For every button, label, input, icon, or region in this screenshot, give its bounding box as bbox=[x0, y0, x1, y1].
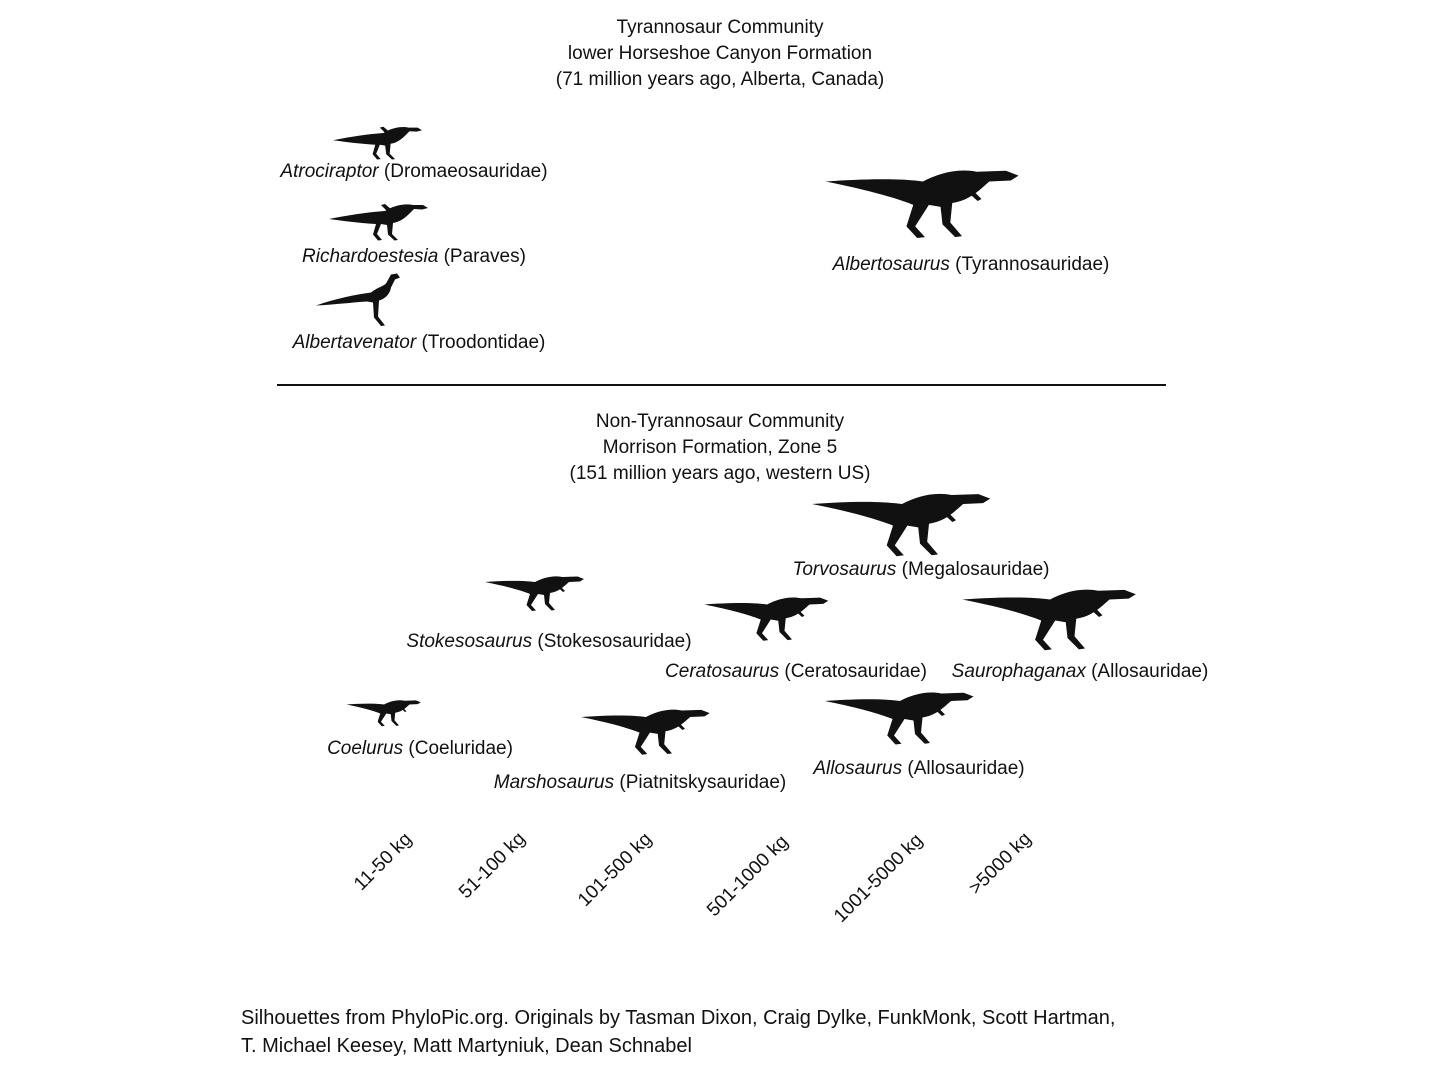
torvosaurus-genus: Torvosaurus bbox=[792, 559, 897, 580]
ceratosaurus-label bbox=[665, 661, 927, 683]
marshosaurus-family: (Piatnitskysauridae) bbox=[619, 772, 787, 793]
non-tyrannosaur-community-formation: Morrison Formation, Zone 5 bbox=[602, 437, 838, 458]
community-divider bbox=[277, 384, 1166, 386]
atrociraptor-silhouette bbox=[328, 124, 428, 160]
albertavenator-silhouette bbox=[316, 272, 416, 328]
saurophaganax-family: (Allosauridae) bbox=[1091, 661, 1209, 682]
coelurus-genus: Coelurus bbox=[327, 738, 404, 759]
mass-class-label: 501-1000 kg bbox=[703, 831, 793, 921]
allosaurus-family: (Allosauridae) bbox=[907, 758, 1025, 779]
tyrannosaur-community-title: Tyrannosaur Community bbox=[616, 17, 824, 38]
coelurus-label bbox=[327, 738, 513, 760]
non-tyrannosaur-community-heading bbox=[0, 409, 1440, 487]
torvosaurus-family: (Megalosauridae) bbox=[901, 559, 1050, 580]
stokesosaurus-genus: Stokesosaurus bbox=[406, 631, 533, 652]
credits bbox=[241, 1004, 1221, 1060]
non-tyrannosaur-community-title: Non-Tyrannosaur Community bbox=[595, 411, 845, 432]
albertosaurus-family: (Tyrannosauridae) bbox=[955, 254, 1110, 275]
albertosaurus-label bbox=[833, 254, 1110, 276]
ceratosaurus-silhouette bbox=[685, 592, 849, 642]
tyrannosaur-community-heading bbox=[0, 15, 1440, 93]
coelurus-family: (Coeluridae) bbox=[408, 738, 513, 759]
atrociraptor-genus: Atrociraptor bbox=[280, 161, 379, 182]
allosaurus-label bbox=[813, 758, 1024, 780]
richardoestesia-label bbox=[302, 246, 526, 268]
torvosaurus-label bbox=[793, 559, 1050, 581]
marshosaurus-silhouette bbox=[570, 704, 722, 756]
torvosaurus-silhouette bbox=[804, 486, 1000, 558]
ceratosaurus-family: (Ceratosauridae) bbox=[784, 661, 927, 682]
albertavenator-label bbox=[293, 332, 546, 354]
stokesosaurus-silhouette bbox=[469, 572, 601, 612]
richardoestesia-genus: Richardoestesia bbox=[302, 246, 439, 267]
credits-line-1: Silhouettes from PhyloPic.org. Originals by Tasman Dixon, Craig Dylke, FunkMonk, Scott Hartman, bbox=[241, 1007, 1116, 1029]
albertavenator-genus: Albertavenator bbox=[292, 332, 417, 353]
marshosaurus-label bbox=[494, 772, 787, 794]
tyrannosaur-community-formation: lower Horseshoe Canyon Formation bbox=[567, 43, 873, 64]
allosaurus-silhouette bbox=[801, 686, 999, 746]
stokesosaurus-family: (Stokesosauridae) bbox=[537, 631, 692, 652]
richardoestesia-silhouette bbox=[329, 200, 429, 242]
allosaurus-genus: Allosaurus bbox=[813, 758, 903, 779]
coelurus-silhouette bbox=[334, 697, 434, 727]
non-tyrannosaur-community-age: (151 million years ago, western US) bbox=[569, 463, 871, 484]
mass-class-label: 101-500 kg bbox=[574, 828, 657, 911]
mass-class-label: >5000 kg bbox=[965, 828, 1036, 899]
richardoestesia-family: (Paraves) bbox=[443, 246, 526, 267]
saurophaganax-label bbox=[952, 661, 1209, 683]
albertavenator-family: (Troodontidae) bbox=[421, 332, 546, 353]
mass-class-label: 51-100 kg bbox=[455, 828, 530, 903]
marshosaurus-genus: Marshosaurus bbox=[493, 772, 615, 793]
atrociraptor-label bbox=[280, 161, 547, 183]
credits-line-2: T. Michael Keesey, Matt Martyniuk, Dean Schnabel bbox=[241, 1035, 692, 1057]
albertosaurus-genus: Albertosaurus bbox=[832, 254, 950, 275]
stokesosaurus-label bbox=[406, 631, 691, 653]
ceratosaurus-genus: Ceratosaurus bbox=[665, 661, 780, 682]
mass-class-label: 1001-5000 kg bbox=[830, 829, 928, 927]
tyrannosaur-community-age: (71 million years ago, Alberta, Canada) bbox=[555, 69, 885, 90]
albertosaurus-silhouette bbox=[825, 162, 1021, 240]
saurophaganax-genus: Saurophaganax bbox=[951, 661, 1086, 682]
mass-class-label: 11-50 kg bbox=[350, 828, 417, 895]
atrociraptor-family: (Dromaeosauridae) bbox=[383, 161, 548, 182]
saurophaganax-silhouette bbox=[952, 582, 1148, 652]
